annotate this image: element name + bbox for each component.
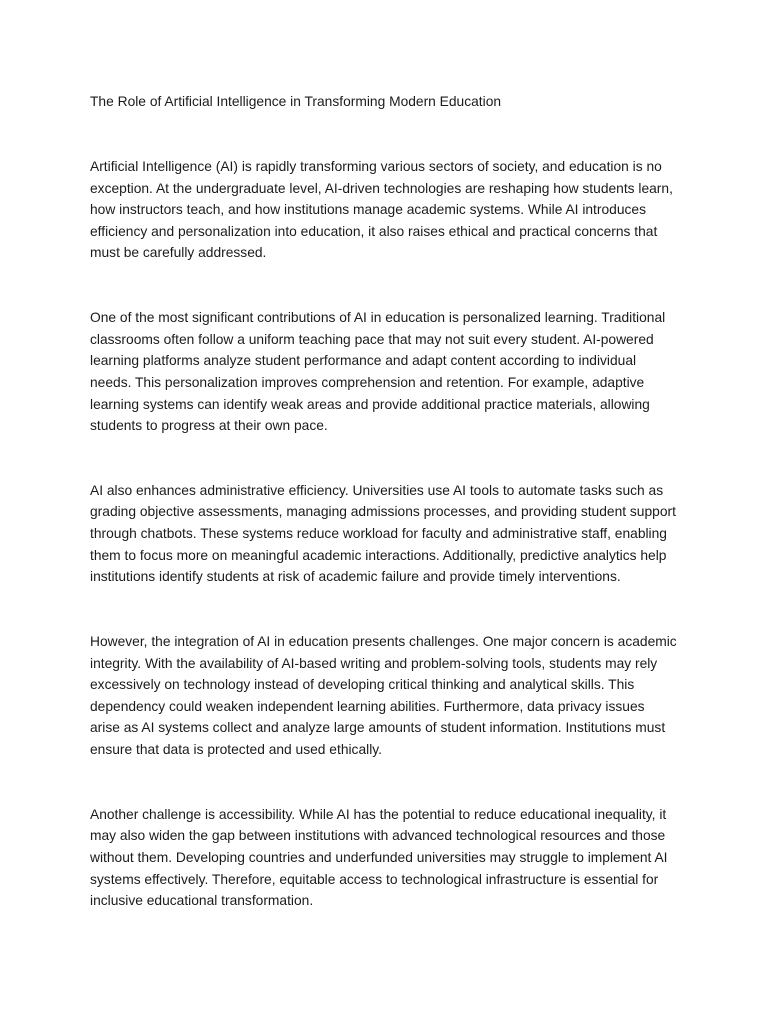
paragraph-challenges xyxy=(90,631,730,761)
paragraph-line: Another challenge is accessibility. While AI has the potential to reduce educational inequality, it xyxy=(90,806,667,822)
paragraph-line: students to progress at their own pace. xyxy=(90,418,328,434)
paragraph-line: One of the most significant contributions of AI in education is personalized learning. Traditional xyxy=(90,310,666,326)
paragraph-line: efficiency and personalization into education, it also raises ethical and practical concerns that xyxy=(90,223,658,239)
paragraph-accessibility xyxy=(90,804,730,912)
paragraph-line: may also widen the gap between institutions with advanced technological resources and those xyxy=(90,828,666,844)
paragraph-line: classrooms often follow a uniform teaching pace that may not suit every student. AI-powered xyxy=(90,331,654,347)
document-title: The Role of Artificial Intelligence in Transforming Modern Education xyxy=(90,94,502,109)
paragraph-line: grading objective assessments, managing admissions processes, and providing student support xyxy=(90,504,676,520)
paragraph-line: institutions identify students at risk of academic failure and provide timely interventions. xyxy=(90,569,621,585)
paragraph-personalized-learning xyxy=(90,307,730,437)
paragraph-line: exception. At the undergraduate level, AI-driven technologies are reshaping how students learn, xyxy=(90,180,673,196)
paragraph-line: inclusive educational transformation. xyxy=(90,893,314,909)
paragraph-line: how instructors teach, and how institutions manage academic systems. While AI introduces xyxy=(90,202,646,218)
paragraph-line: Artificial Intelligence (AI) is rapidly transforming various sectors of society, and education is no xyxy=(90,158,662,174)
paragraph-line: learning platforms analyze student performance and adapt content according to individual xyxy=(90,353,637,369)
paragraph-line: dependency could weaken independent learning abilities. Furthermore, data privacy issues xyxy=(90,698,645,714)
paragraph-line: However, the integration of AI in education presents challenges. One major concern is academic xyxy=(90,634,677,650)
paragraph-line: excessively on technology instead of developing critical thinking and analytical skills. This xyxy=(90,677,635,693)
paragraph-line: integrity. With the availability of AI-based writing and problem-solving tools, students may rely xyxy=(90,655,658,671)
paragraph-line: AI also enhances administrative efficiency. Universities use AI tools to automate tasks such as xyxy=(90,482,664,498)
paragraph-line: ensure that data is protected and used ethically. xyxy=(90,742,382,758)
paragraph-line: without them. Developing countries and underfunded universities may struggle to implement AI xyxy=(90,849,668,865)
paragraph-line: through chatbots. These systems reduce workload for faculty and administrative staff, enabling xyxy=(90,526,667,542)
paragraph-line: systems effectively. Therefore, equitable access to technological infrastructure is essential for xyxy=(90,871,659,887)
paragraph-line: learning systems can identify weak areas and provide additional practice materials, allowing xyxy=(90,396,650,412)
paragraph-line: must be carefully addressed. xyxy=(90,245,267,261)
paragraph-line: them to focus more on meaningful academic interactions. Additionally, predictive analytics help xyxy=(90,547,667,563)
paragraph-line: arise as AI systems collect and analyze large amounts of student information. Institutions must xyxy=(90,720,666,736)
paragraph-line: needs. This personalization improves comprehension and retention. For example, adaptive xyxy=(90,374,645,390)
paragraph-administrative-efficiency xyxy=(90,480,730,588)
document-body xyxy=(90,91,730,955)
paragraph-introduction xyxy=(90,156,730,264)
